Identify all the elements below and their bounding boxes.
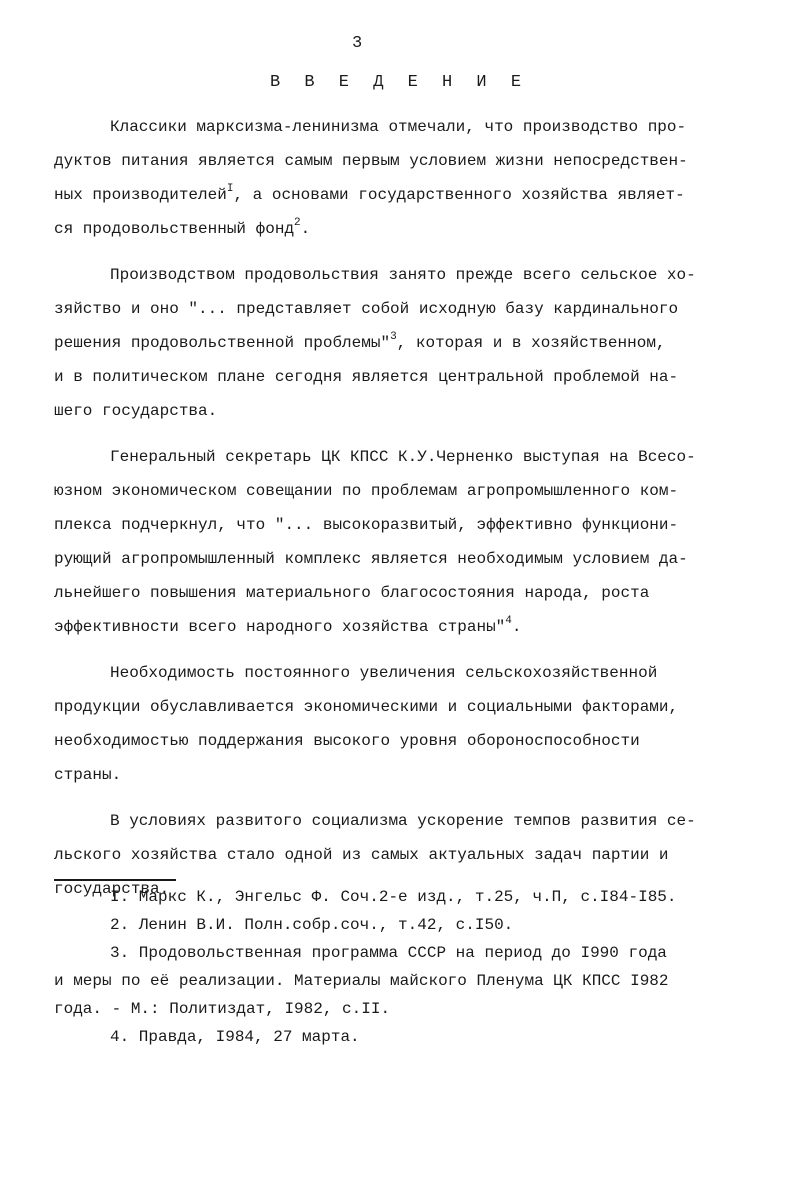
footnote-ref-4: 4 — [505, 615, 512, 627]
paragraph-3-text-b: . — [511, 618, 522, 636]
footnote-3-text: 3. Продовольственная программа СССР на период до I990 года и меры по её реализации. Материалы майского Пленума ЦК КПСС I982 года. - М.: Политиздат, I982, с.II. — [54, 944, 669, 1018]
paragraph-2-text-a: Производством продовольствия занято прежде всего сельское хо- зяйство и оно "... представляет собой исходную базу кардинального решения продовольственной проблемы" — [54, 266, 696, 352]
paragraph-1-text-b: , а основами государственного хозяйства являет- ся продовольственный фонд — [54, 186, 685, 238]
footnote-4-text: 4. Правда, I984, 27 марта. — [110, 1028, 360, 1046]
section-heading: В В Е Д Е Н И Е — [270, 73, 529, 92]
footnote-1 — [54, 883, 754, 911]
paragraph-5-text: В условиях развитого социализма ускорение темпов развития се- льского хозяйства стало одной из самых актуальных задач партии и государства. — [54, 812, 696, 898]
paragraph-1-text-c: . — [300, 220, 311, 238]
footnotes — [54, 883, 754, 1051]
paragraph-1-text-a: Классики марксизма-ленинизма отмечали, что производство про- дуктов питания является самым первым условием жизни непосредствен- ных производителей — [54, 118, 688, 204]
paragraph-3-text-a: Генеральный секретарь ЦК КПСС К.У.Черненко выступая на Всесо- юзном экономическом совещании по проблемам агропромышленного ком- плекса подчеркнул, что "... высокоразвитый, эффективно функциони- рующий агропромышленный комплекс является необходимым условием да- льнейшего повышения материального благосостояния народа, роста эффективности всего народного хозяйства страны" — [54, 448, 696, 636]
footnote-ref-2: 2 — [294, 217, 301, 229]
page-number: 3 — [352, 34, 363, 53]
footnote-4 — [54, 1023, 754, 1051]
paragraph-4-text: Необходимость постоянного увеличения сельскохозяйственной продукции обуславливается экономическими и социальными факторами, необходимостью поддержания высокого уровня обороноспособности страны. — [54, 664, 679, 784]
paragraph-2-text-b: , которая и в хозяйственном, и в политическом плане сегодня является центральной проблемой на- шего государства. — [54, 334, 679, 420]
footnote-2-text: 2. Ленин В.И. Полн.собр.соч., т.42, с.I50. — [110, 916, 514, 934]
footnote-1-text: I. Маркс К., Энгельс Ф. Соч.2-е изд., т.25, ч.П, с.I84-I85. — [110, 888, 677, 906]
footnote-ref-3: 3 — [390, 331, 397, 343]
footnote-3 — [54, 939, 754, 1023]
footnote-divider — [54, 879, 176, 881]
paragraph-4 — [54, 656, 744, 792]
footnote-2 — [54, 911, 754, 939]
paragraph-3 — [54, 440, 744, 644]
body-text — [54, 110, 744, 918]
footnote-ref-1: I — [226, 183, 234, 195]
paragraph-2 — [54, 258, 744, 428]
paragraph-1 — [54, 110, 744, 246]
